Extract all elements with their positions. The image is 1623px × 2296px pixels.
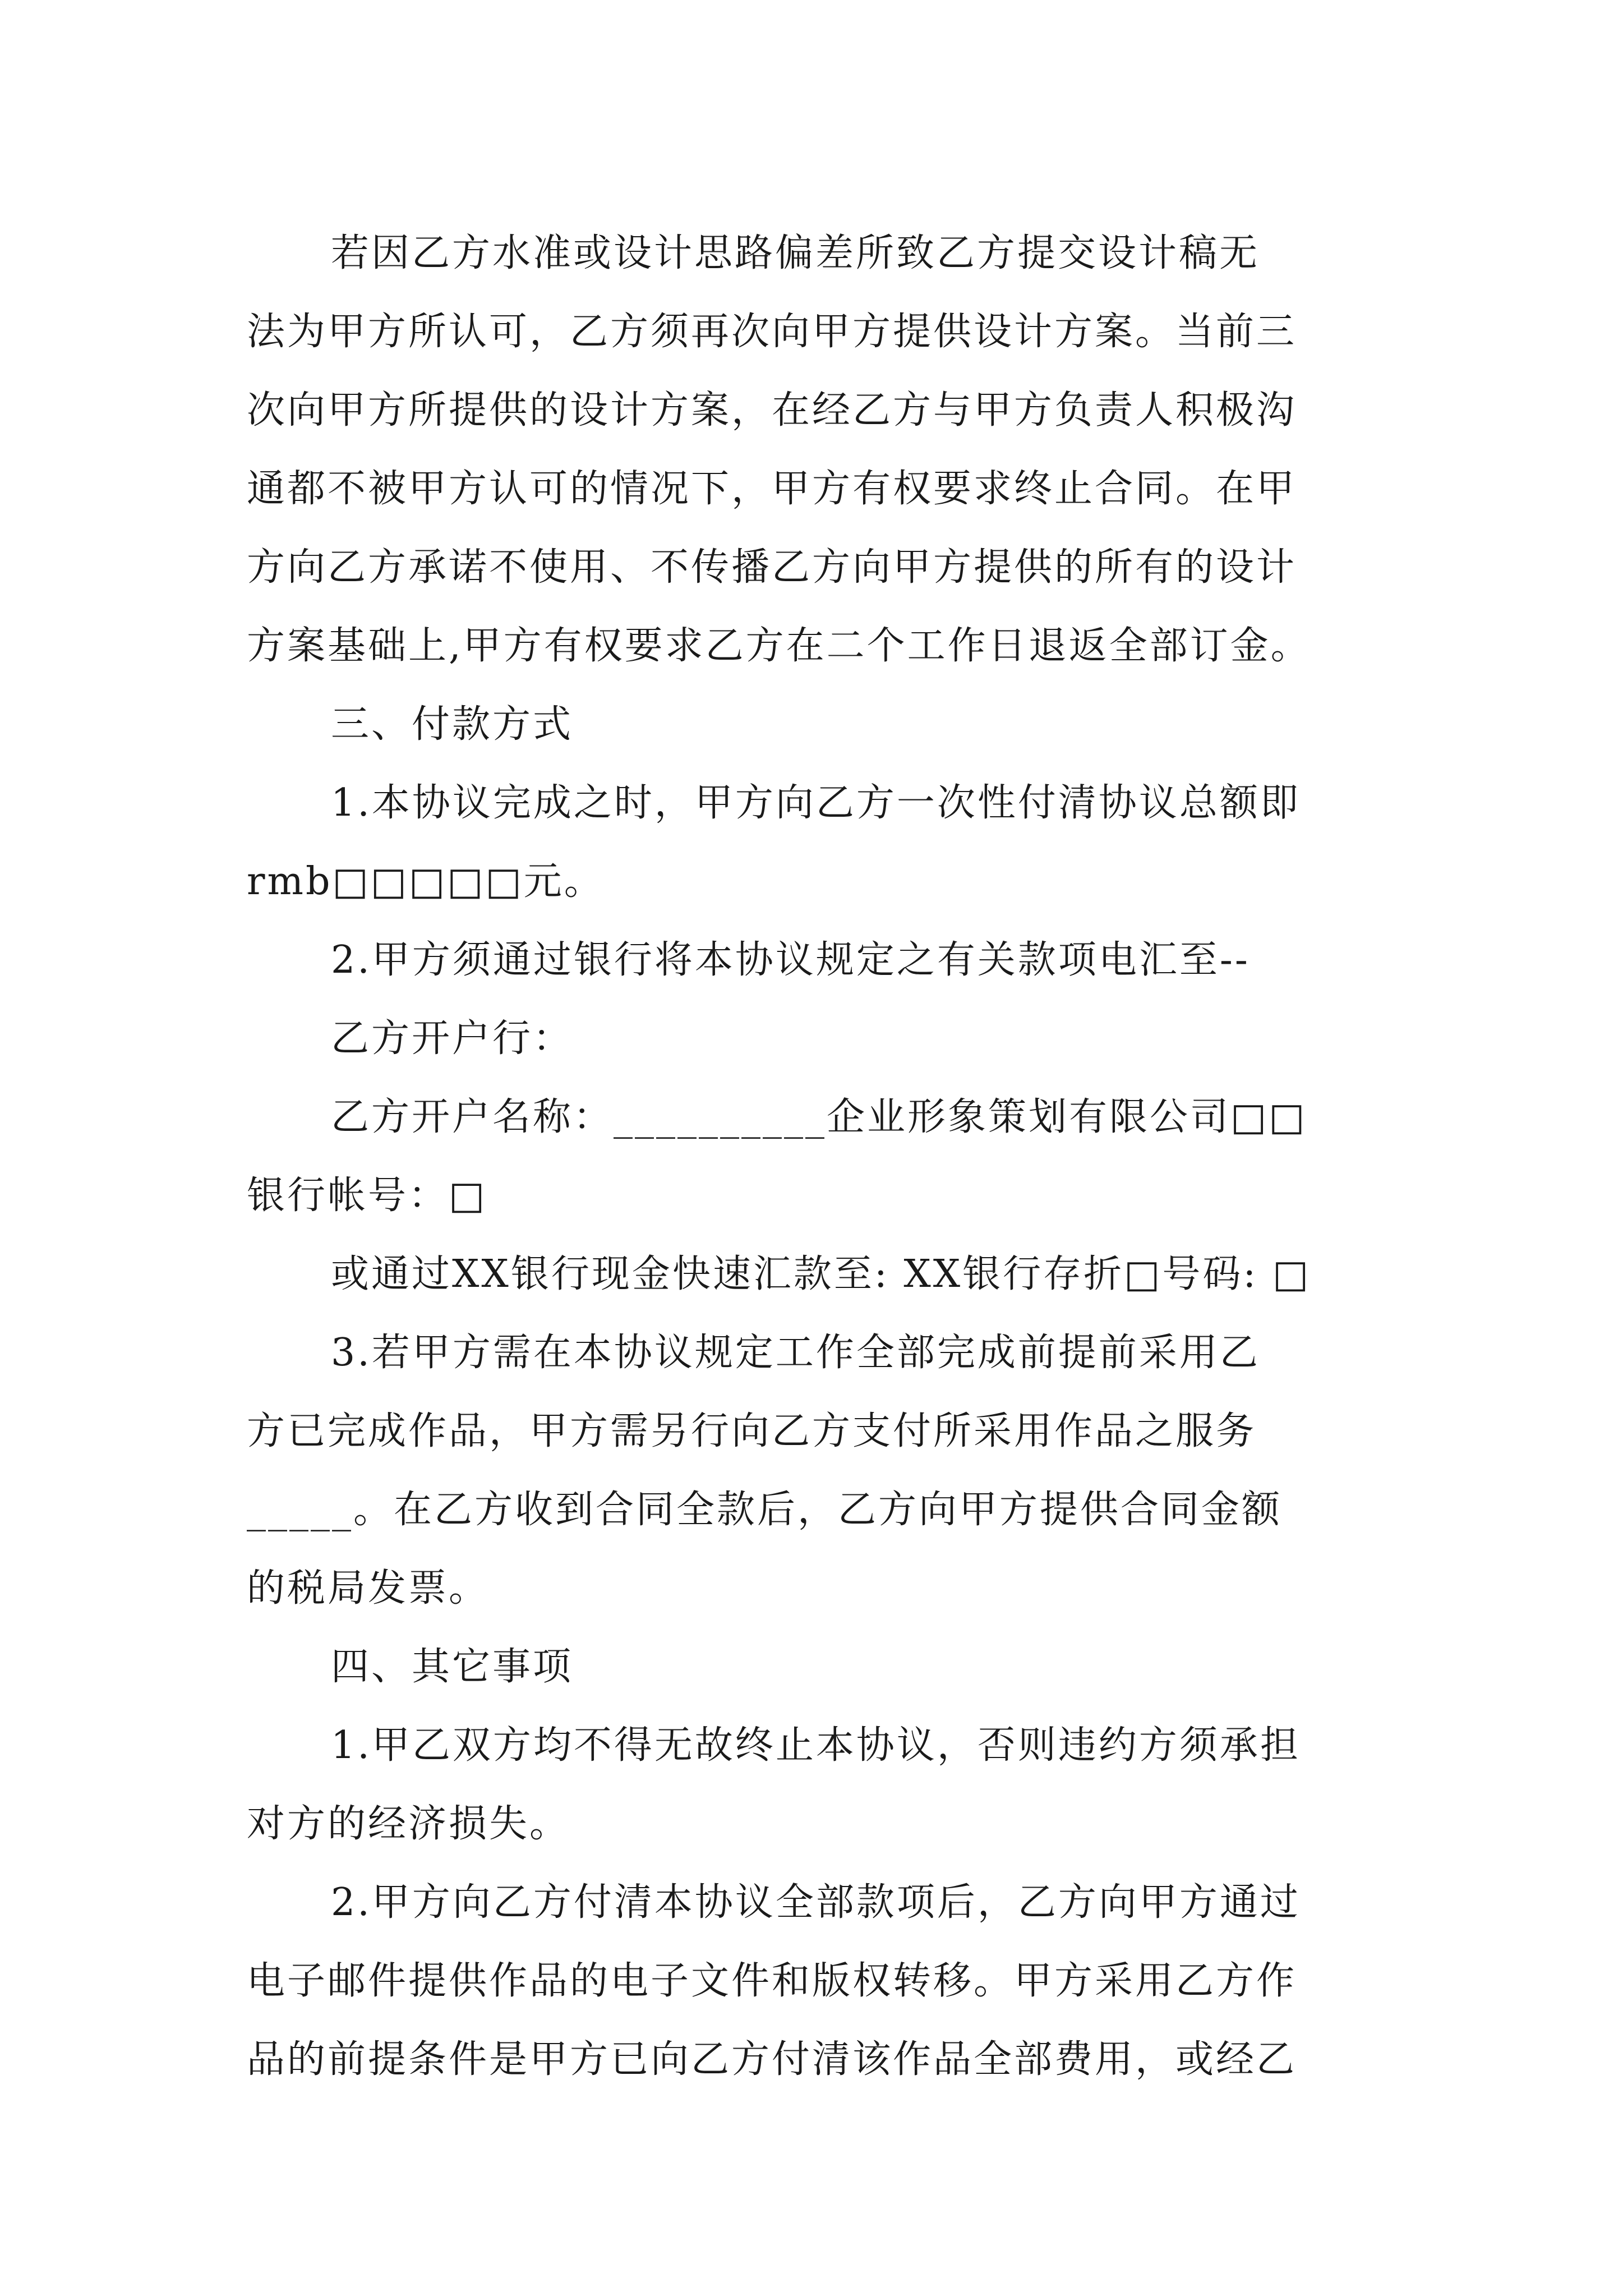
paragraph-line: 品的前提条件是甲方已向乙方付清该作品全部费用，或经乙 — [247, 2037, 1297, 2082]
paragraph-line: rmb□□□□□元。 — [247, 859, 605, 904]
paragraph-line: 的税局发票。 — [247, 1566, 490, 1611]
paragraph-line: 乙方开户行： — [331, 1016, 574, 1061]
paragraph-line: 电子邮件提供作品的电子文件和版权转移。甲方采用乙方作 — [247, 1959, 1297, 2003]
document-body — [247, 214, 1374, 2099]
paragraph-line: 2.甲方须通过银行将本协议规定之有关款项电汇至-- — [331, 938, 1250, 982]
paragraph-line: 2.甲方向乙方付清本协议全部款项后，乙方向甲方通过 — [331, 1880, 1301, 1925]
paragraph-line: 或通过XX银行现金快速汇款至: XX银行存折□号码: □ — [331, 1252, 1311, 1296]
paragraph-line: 法为甲方所认可，乙方须再次向甲方提供设计方案。当前三 — [247, 310, 1297, 354]
paragraph-line: 1.本协议完成之时，甲方向乙方一次性付清协议总额即 — [331, 781, 1301, 825]
paragraph-line: 次向甲方所提供的设计方案，在经乙方与甲方负责人积极沟 — [247, 388, 1297, 432]
paragraph-line: 1.甲乙双方均不得无故终止本协议，否则违约方须承担 — [331, 1723, 1301, 1768]
paragraph-line: 通都不被甲方认可的情况下，甲方有权要求终止合同。在甲 — [247, 467, 1297, 511]
paragraph-line: _____。在乙方收到合同全款后，乙方向甲方提供合同金额 — [247, 1488, 1283, 1532]
paragraph-line: 若因乙方水准或设计思路偏差所致乙方提交设计稿无 — [331, 231, 1260, 275]
paragraph-line: 3.若甲方需在本协议规定工作全部完成前提前采用乙 — [331, 1331, 1260, 1375]
paragraph-line: 银行帐号：□ — [247, 1174, 487, 1218]
paragraph-line: 对方的经济损失。 — [247, 1802, 570, 1846]
paragraph-line: 方已完成作品，甲方需另行向乙方支付所采用作品之服务 — [247, 1409, 1257, 1453]
paragraph-line: 方案基础上,甲方有权要求乙方在二个工作日退返全部订金。 — [247, 624, 1311, 668]
section-heading-other: 四、其它事项 — [331, 1645, 574, 1689]
paragraph-line: 方向乙方承诺不使用、不传播乙方向甲方提供的所有的设计 — [247, 545, 1297, 590]
section-heading-payment: 三、付款方式 — [331, 702, 574, 747]
paragraph-line: 乙方开户名称：__________企业形象策划有限公司□□ — [331, 1095, 1307, 1139]
